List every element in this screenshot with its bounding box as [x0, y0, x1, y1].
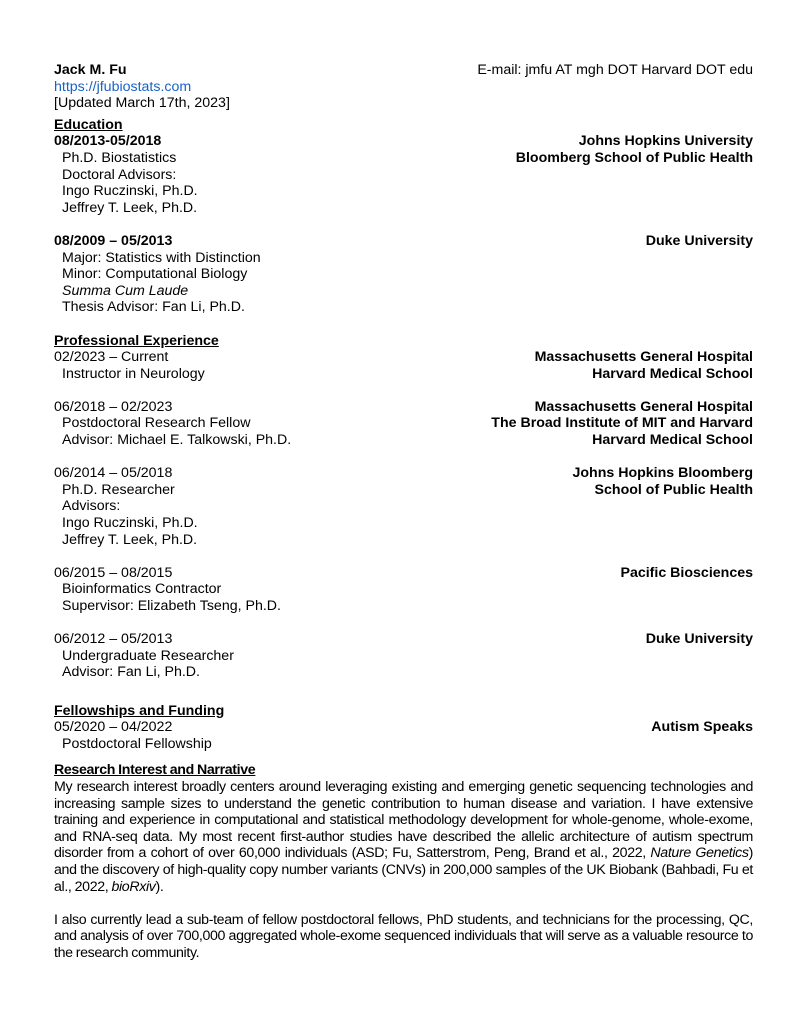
entry-line: Advisors:	[62, 498, 121, 515]
entry-dates: 08/2009 – 05/2013	[54, 232, 173, 249]
entry-line: Major: Statistics with Distinction	[62, 249, 261, 266]
entry-line: Thesis Advisor: Fan Li, Ph.D.	[62, 299, 245, 316]
research-paragraph-1	[54, 779, 753, 895]
section-title: Research Interest and Narrative	[54, 762, 256, 779]
entry-dates: 05/2020 – 04/2022	[54, 719, 173, 736]
entry-line: Minor: Computational Biology	[62, 266, 248, 283]
entry-org: Harvard Medical School	[592, 365, 753, 382]
funding-section	[54, 703, 753, 753]
updated-date: [Updated March 17th, 2023]	[54, 95, 230, 112]
experience-entry	[54, 565, 753, 615]
journal-name: Nature Genetics	[650, 845, 749, 862]
education-section	[54, 117, 753, 316]
entry-line: Advisor: Michael E. Talkowski, Ph.D.	[62, 432, 292, 449]
email: E-mail: jmfu AT mgh DOT Harvard DOT edu	[477, 62, 753, 78]
paragraph-text: ).	[155, 878, 164, 895]
experience-entry	[54, 465, 753, 548]
experience-entry	[54, 631, 753, 681]
cv-page	[54, 62, 753, 961]
entry-org: Massachusetts General Hospital	[534, 398, 753, 415]
entry-line: Ph.D. Biostatistics	[62, 149, 177, 166]
section-title: Education	[54, 116, 123, 133]
entry-line: Jeffrey T. Leek, Ph.D.	[62, 531, 198, 548]
entry-dates: 06/2015 – 08/2015	[54, 564, 173, 581]
entry-dates: 06/2012 – 05/2013	[54, 631, 173, 648]
entry-org: School of Public Health	[594, 481, 753, 498]
name: Jack M. Fu	[54, 62, 127, 78]
research-section	[54, 762, 753, 961]
entry-dates: 08/2013-05/2018	[54, 133, 162, 150]
entry-dates: 06/2014 – 05/2018	[54, 465, 173, 482]
funding-entry	[54, 719, 753, 752]
experience-entry	[54, 349, 753, 382]
entry-org: Johns Hopkins University	[578, 133, 753, 150]
entry-line: Undergraduate Researcher	[62, 647, 234, 664]
entry-line: Doctoral Advisors:	[62, 166, 177, 183]
entry-org: Pacific Biosciences	[620, 564, 753, 581]
entry-org: Duke University	[645, 232, 753, 249]
entry-line: Advisor: Fan Li, Ph.D.	[62, 664, 200, 681]
entry-line: Supervisor: Elizabeth Tseng, Ph.D.	[62, 598, 281, 614]
entry-line: Jeffrey T. Leek, Ph.D.	[62, 199, 198, 216]
education-entry	[54, 133, 753, 216]
entry-org: Johns Hopkins Bloomberg	[572, 465, 753, 482]
paragraph-text: My research interest broadly centers around leveraging existing and emerging genetic sequencing technologies and increasing sample sizes to understand the genetic contribution to human disease and variation. I have extensive training and experience in computational and statistical methodology development for whole-genome, whole-exome, and RNA-seq data. My most recent first-author studies have described the allelic architecture of autism spectrum disorder from a cohort of over 60,000 individuals (ASD; Fu, Satterstrom, Peng, Brand et al., 2022,	[54, 778, 753, 862]
section-title: Fellowships and Funding	[54, 702, 225, 719]
entry-org: Bloomberg School of Public Health	[515, 149, 753, 166]
entry-line: Ingo Ruczinski, Ph.D.	[62, 515, 198, 532]
experience-entry	[54, 399, 753, 449]
entry-line: Instructor in Neurology	[62, 365, 205, 382]
entry-org: Autism Speaks	[651, 719, 753, 736]
journal-name: bioRxiv	[111, 878, 156, 895]
header	[54, 62, 753, 112]
entry-org: Duke University	[645, 631, 753, 648]
entry-line: Postdoctoral Fellowship	[62, 735, 212, 752]
research-paragraph-2: I also currently lead a sub-team of fellow postdoctoral fellows, PhD students, and technicians for the processing, QC, and analysis of over 700,000 aggregated whole-exome sequenced individuals that will serve as a valuable resource to the research community.	[54, 911, 753, 961]
entry-dates: 06/2018 – 02/2023	[54, 398, 173, 415]
entry-dates: 02/2023 – Current	[54, 349, 169, 366]
entry-line: Bioinformatics Contractor	[62, 581, 222, 598]
entry-line: Ingo Ruczinski, Ph.D.	[62, 183, 198, 200]
entry-line-honors: Summa Cum Laude	[62, 282, 189, 299]
website-link[interactable]: https://jfubiostats.com	[54, 78, 192, 95]
section-title: Professional Experience	[54, 332, 219, 349]
entry-org: Harvard Medical School	[592, 432, 753, 449]
education-entry	[54, 233, 753, 316]
experience-section	[54, 333, 753, 681]
paragraph-text: ) and the discovery of high-quality copy number variants (CNVs) in 200,000 samples of the UK Biobank (Bahbadi, Fu et al., 2022,	[54, 845, 753, 895]
entry-org: The Broad Institute of MIT and Harvard	[491, 415, 753, 432]
entry-line: Ph.D. Researcher	[62, 481, 175, 498]
entry-org: Massachusetts General Hospital	[534, 349, 753, 366]
entry-line: Postdoctoral Research Fellow	[62, 415, 251, 432]
